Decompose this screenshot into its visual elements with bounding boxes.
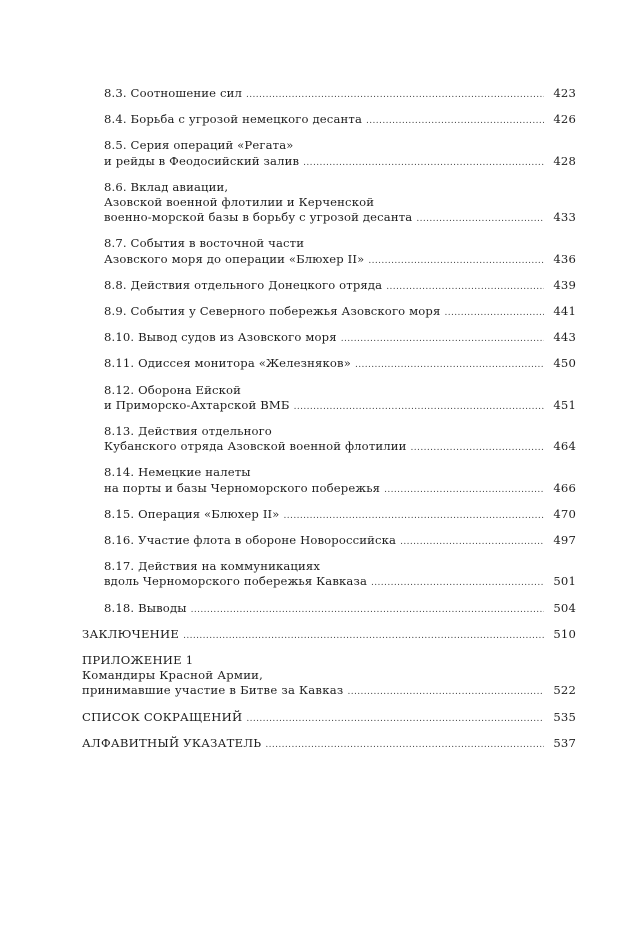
dot-leader	[265, 738, 544, 753]
toc-entry[interactable]	[82, 112, 576, 129]
page-number: 436	[553, 251, 576, 266]
entry-title-last: на порты и базы Черноморского побережья	[104, 480, 381, 495]
toc-entry[interactable]	[82, 736, 576, 753]
entry-last-line	[104, 356, 576, 373]
entry-last-line	[104, 252, 576, 269]
toc-entry[interactable]	[82, 304, 576, 321]
toc-entry[interactable]	[82, 383, 576, 415]
entry-title-last: 8.9. События у Северного побережья Азовского моря	[104, 304, 441, 319]
entry-title-line: 8.5. Серия операций «Регата»	[104, 138, 294, 153]
entry-last-line	[104, 533, 576, 550]
entry-title-last: вдоль Черноморского побережья Кавказа	[104, 574, 368, 589]
toc-entry[interactable]	[82, 533, 576, 550]
dot-leader	[366, 114, 544, 129]
page-number: 522	[553, 683, 576, 698]
page-number: 504	[553, 600, 576, 615]
page-number: 423	[553, 86, 576, 100]
entry-last-line	[104, 112, 576, 129]
entry-title-line: 8.12. Оборона Ейской	[104, 382, 242, 397]
toc-entry[interactable]	[82, 330, 576, 347]
entry-title-last: 8.11. Одиссея монитора «Железняков»	[104, 356, 351, 371]
page-number: 428	[553, 153, 576, 168]
entry-last-line	[104, 154, 576, 171]
entry-last-line	[104, 574, 576, 591]
entry-last-line	[104, 330, 576, 347]
entry-title-line: 8.14. Немецкие налеты	[104, 465, 251, 480]
table-of-contents	[82, 86, 576, 762]
dot-leader	[347, 685, 544, 700]
entry-title-last: военно-морской базы в борьбу с угрозой десанта	[104, 210, 413, 225]
toc-entry[interactable]	[82, 507, 576, 524]
toc-entry[interactable]	[82, 653, 576, 701]
entry-title-line: 8.7. События в восточной части	[104, 236, 305, 251]
toc-entry[interactable]	[82, 559, 576, 591]
entry-last-line	[82, 736, 576, 753]
entry-last-line	[104, 86, 576, 103]
entry-title-line: ПРИЛОЖЕНИЕ 1	[82, 653, 194, 668]
dot-leader	[246, 712, 544, 727]
page-number: 466	[553, 480, 576, 495]
dot-leader	[183, 629, 544, 644]
page-number: 464	[553, 439, 576, 454]
page-number: 470	[553, 506, 576, 521]
page-number: 441	[553, 304, 576, 319]
entry-last-line	[104, 304, 576, 321]
dot-leader	[400, 535, 544, 550]
page-number: 535	[553, 709, 576, 724]
entry-title-line: Командиры Красной Армии,	[82, 668, 264, 683]
entry-title-line: 8.17. Действия на коммуникациях	[104, 559, 321, 574]
entry-last-line	[104, 481, 576, 498]
dot-leader	[416, 212, 544, 227]
dot-leader	[368, 254, 544, 269]
dot-leader	[191, 603, 544, 618]
page-number: 510	[553, 626, 576, 641]
entry-last-line	[104, 210, 576, 227]
page-number: 443	[553, 330, 576, 345]
entry-title-last: Кубанского отряда Азовской военной флотилии	[104, 439, 407, 454]
entry-last-line	[82, 683, 576, 700]
dot-leader	[411, 441, 544, 456]
toc-entry[interactable]	[82, 86, 576, 103]
entry-title-last: ЗАКЛЮЧЕНИЕ	[82, 626, 180, 641]
entry-title-last: 8.8. Действия отдельного Донецкого отряда	[104, 277, 383, 292]
dot-leader	[444, 306, 544, 321]
entry-title-last: СПИСОК СОКРАЩЕНИЙ	[82, 709, 243, 724]
page-number: 450	[553, 356, 576, 371]
entry-title-last: 8.18. Выводы	[104, 600, 187, 615]
dot-leader	[246, 88, 544, 103]
entry-title-last: 8.4. Борьба с угрозой немецкого десанта	[104, 112, 363, 127]
page-number: 426	[553, 112, 576, 127]
entry-last-line	[82, 627, 576, 644]
toc-entry[interactable]	[82, 278, 576, 295]
entry-title-last: принимавшие участие в Битве за Кавказ	[82, 683, 344, 698]
dot-leader	[386, 280, 544, 295]
page-number: 451	[553, 397, 576, 412]
page-number: 433	[553, 210, 576, 225]
entry-title-last: 8.10. Вывод судов из Азовского моря	[104, 330, 337, 345]
entry-last-line	[104, 507, 576, 524]
dot-leader	[284, 509, 544, 524]
entry-title-last: и Приморско-Ахтарской ВМБ	[104, 397, 290, 412]
toc-entry[interactable]	[82, 356, 576, 373]
entry-last-line	[104, 398, 576, 415]
entry-title-line: Азовской военной флотилии и Керченской	[104, 195, 375, 210]
page-number: 537	[553, 735, 576, 750]
toc-entry[interactable]	[82, 236, 576, 268]
entry-last-line	[104, 439, 576, 456]
page-number: 439	[553, 277, 576, 292]
entry-title-last: 8.16. Участие флота в обороне Новороссийска	[104, 533, 397, 548]
entry-last-line	[104, 278, 576, 295]
dot-leader	[341, 332, 544, 347]
dot-leader	[355, 358, 544, 373]
entry-title-line: 8.13. Действия отдельного	[104, 424, 272, 439]
toc-entry[interactable]	[82, 180, 576, 228]
dot-leader	[294, 400, 544, 415]
entry-title-last: 8.3. Соотношение сил	[104, 86, 242, 100]
toc-entry[interactable]	[82, 627, 576, 644]
toc-entry[interactable]	[82, 710, 576, 727]
page-number: 501	[553, 574, 576, 589]
toc-entry[interactable]	[82, 424, 576, 456]
dot-leader	[384, 483, 544, 498]
entry-last-line	[104, 601, 576, 618]
entry-last-line	[82, 710, 576, 727]
entry-title-last: 8.15. Операция «Блюхер II»	[104, 506, 280, 521]
toc-entry[interactable]	[82, 601, 576, 618]
dot-leader	[371, 576, 544, 591]
toc-entry[interactable]	[82, 465, 576, 497]
dot-leader	[303, 156, 544, 171]
entry-title-line: 8.6. Вклад авиации,	[104, 179, 229, 194]
entry-title-last: АЛФАВИТНЫЙ УКАЗАТЕЛЬ	[82, 735, 262, 750]
toc-entry[interactable]	[82, 138, 576, 170]
entry-title-last: Азовского моря до операции «Блюхер II»	[104, 251, 365, 266]
page-number: 497	[553, 533, 576, 548]
entry-title-last: и рейды в Феодосийский залив	[104, 153, 300, 168]
